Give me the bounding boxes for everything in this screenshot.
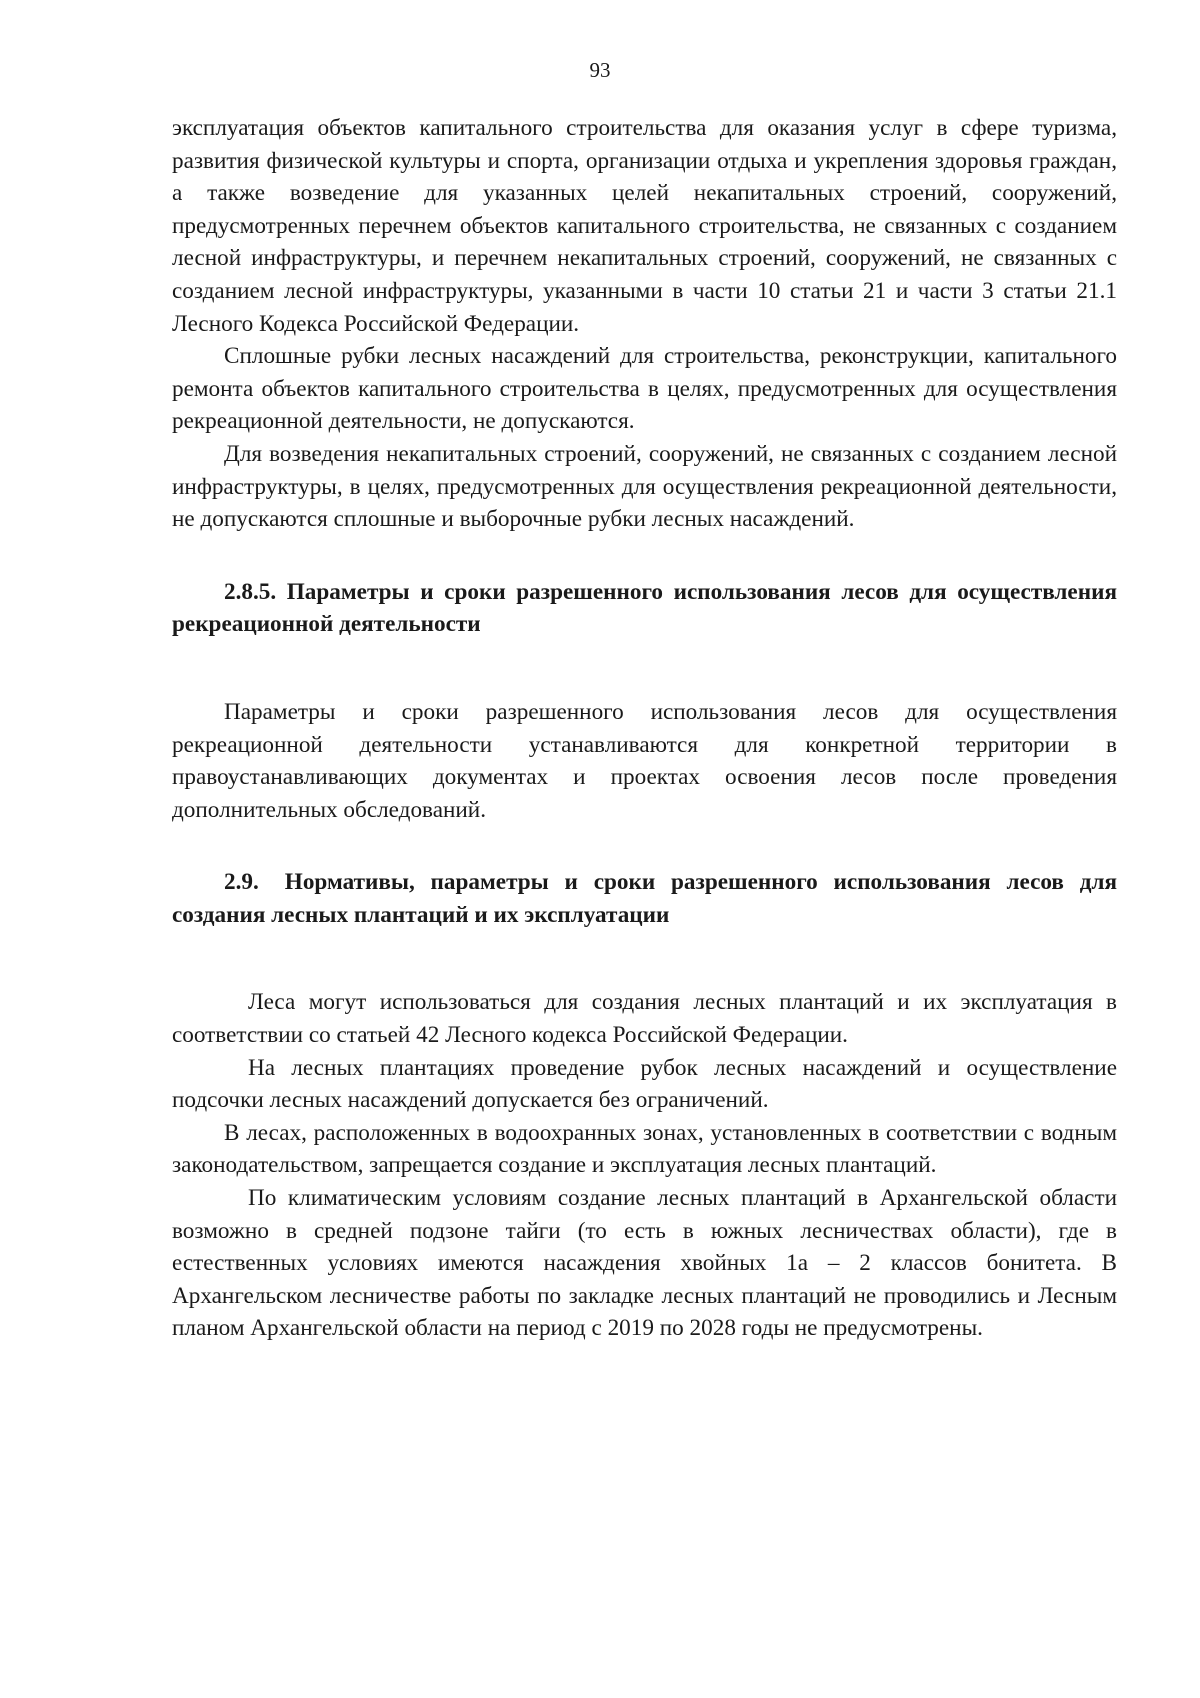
document-body	[172, 112, 1117, 1345]
spacer	[172, 641, 1117, 696]
spacer	[172, 931, 1117, 986]
section-heading-2-9	[172, 866, 1117, 931]
paragraph-noncapital-structures: Для возведения некапитальных строений, сооружений, не связанных с созданием лесной инфраструктуры, в целях, предусмотренных для осуществления рекреационной деятельности, не допускаются сплошные и выборочные рубки лесных насаждений.	[172, 440, 1117, 533]
paragraph-climatic-conditions: По климатическим условиям создание лесных плантаций в Архангельской области возможно в средней подзоне тайги (то есть в южных лесничествах области), где в естественных условиях имеются насаждения хвойных 1а – 2 классов бонитета. В Архангельском лесничестве работы по закладке лесных плантаций не проводились и Лесным планом Архангельской области на период с 2019 по 2028 годы не предусмотрены.	[172, 1185, 1117, 1342]
section-heading-number: 2.9.	[224, 869, 259, 896]
page-number: 93	[589, 58, 611, 82]
paragraph-plantation-felling: На лесных плантациях проведение рубок лесных насаждений и осуществление подсочки лесных насаждений допускается без ограничений.	[172, 1054, 1117, 1114]
paragraph-water-protection-zones: В лесах, расположенных в водоохранных зонах, установленных в соответствии с водным законодательством, запрещается создание и эксплуатация лесных плантаций.	[172, 1119, 1117, 1179]
section-heading-2-8-5: 2.8.5. Параметры и сроки разрешенного использования лесов для осуществления рекреационной деятельности	[172, 578, 1117, 638]
section-heading-text: Нормативы, параметры и сроки разрешенного использования лесов для создания лесных плантаций и их эксплуатации	[172, 869, 1117, 928]
spacer	[172, 826, 1117, 866]
paragraph-recreation-parameters: Параметры и сроки разрешенного использования лесов для осуществления рекреационной деятельности устанавливаются для конкретной территории в правоустанавливающих документах и проектах освоения лесов после проведения дополнительных обследований.	[172, 698, 1117, 823]
paragraph-forest-plantations-use: Леса могут использоваться для создания лесных плантаций и их эксплуатация в соответствии со статьей 42 Лесного кодекса Российской Федерации.	[172, 989, 1117, 1049]
paragraph-recreation-construction: эксплуатация объектов капитального строительства для оказания услуг в сфере туризма, развития физической культуры и спорта, организации отдыха и укрепления здоровья граждан, а также возведение для указанных целей некапитальных строений, сооружений, предусмотренных перечнем объектов капитального строительства, не связанных с созданием лесной инфраструктуры, и перечнем некапитальных строений, сооружений, не связанных с созданием лесной инфраструктуры, указанными в части 10 статьи 21 и части 3 статьи 21.1 Лесного Кодекса Российской Федерации.	[172, 115, 1117, 337]
spacer	[172, 536, 1117, 576]
paragraph-clear-cutting-prohibited: Сплошные рубки лесных насаждений для строительства, реконструкции, капитального ремонта объектов капитального строительства в целях, предусмотренных для осуществления рекреационной деятельности, не допускаются.	[172, 343, 1117, 435]
